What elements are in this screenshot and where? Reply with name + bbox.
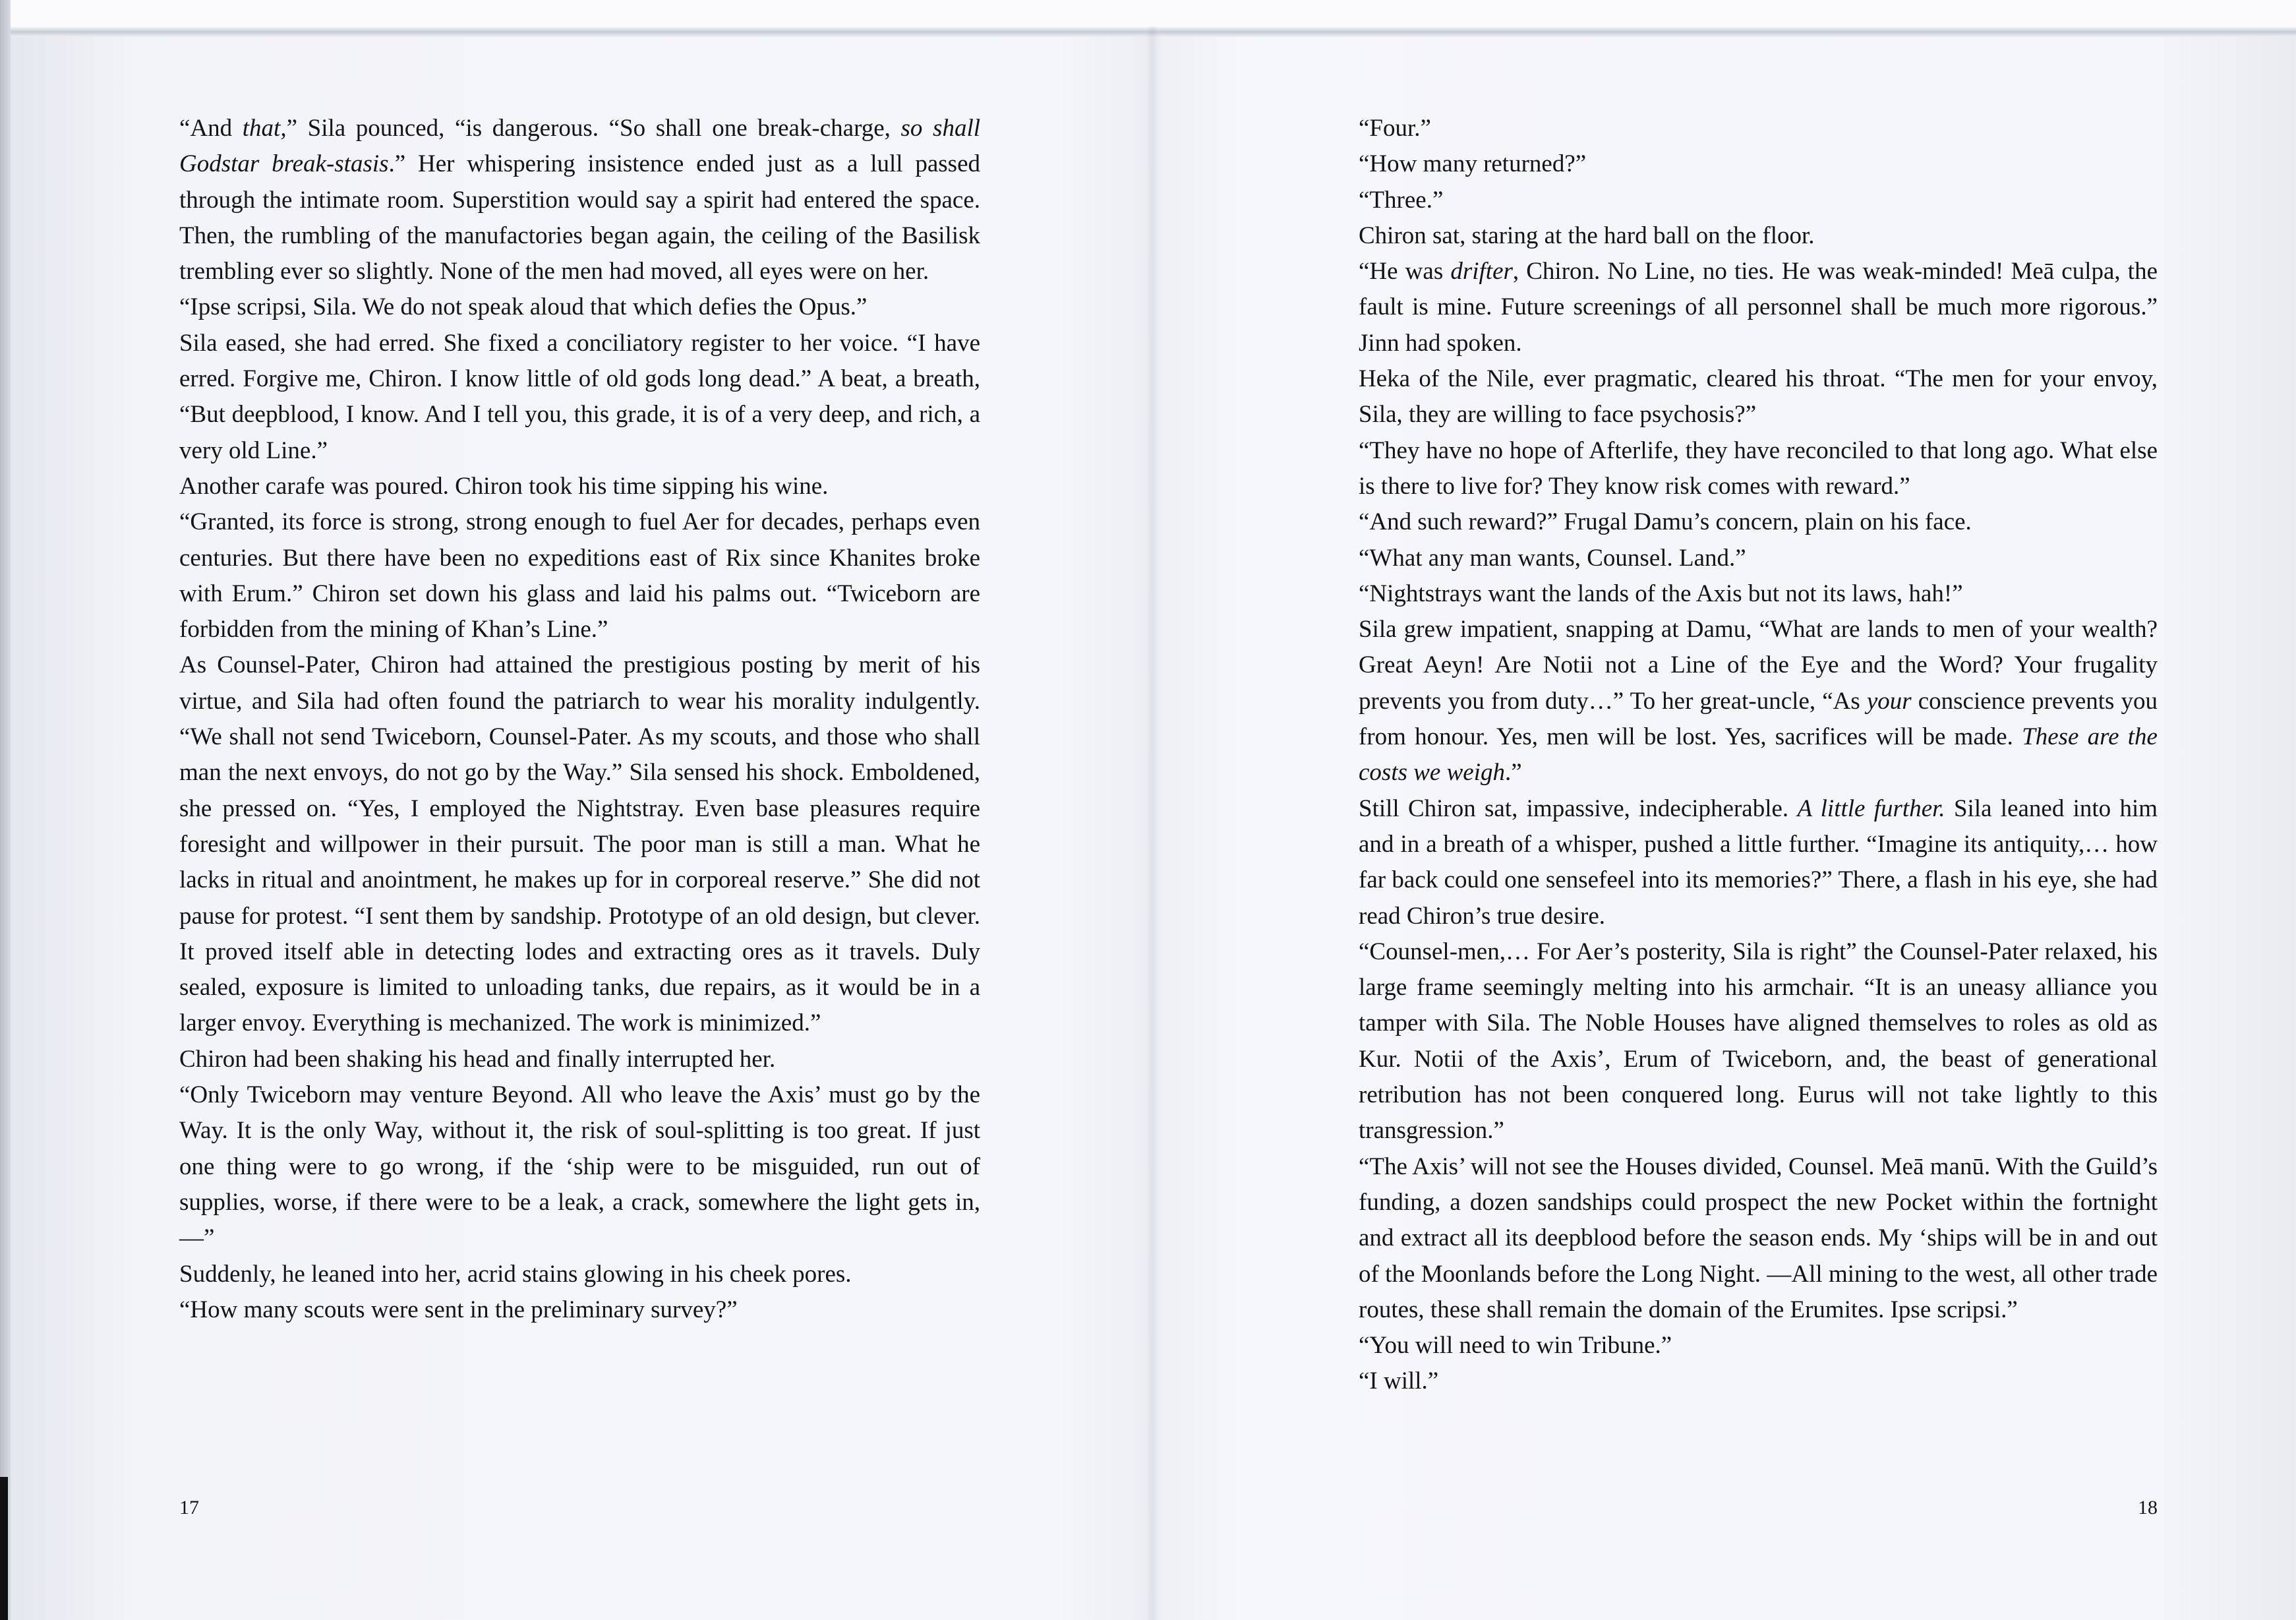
text-run: “And such reward?” Frugal Damu’s concern, plain on his face. bbox=[1359, 508, 1972, 536]
left-page-number: 17 bbox=[179, 1497, 199, 1518]
italic-text: that, bbox=[242, 115, 287, 142]
text-run: .” Her whispering insistence ended just as a lull passed through the intimate room. Superstition would say a spirit had entered the space. Then, the rumbling of the manufactories began again, the ceiling of the Basilisk trembling ever so slightly. None of the men had moved, all eyes were on her. bbox=[179, 150, 980, 285]
paragraph bbox=[1359, 504, 2158, 540]
italic-text: your bbox=[1866, 687, 1912, 715]
paragraph bbox=[179, 647, 980, 1041]
paragraph bbox=[1359, 541, 2158, 576]
italic-text: A little further. bbox=[1797, 795, 1945, 822]
paragraph bbox=[1359, 111, 2158, 146]
text-run: “Only Twiceborn may venture Beyond. All who leave the Axis’ must go by the Way. It is the only Way, without it, the risk of soul-splitting is too great. If just one thing were to go wrong, if the ‘ship were to be misguided, run out of supplies, worse, if there were to be a leak, a crack, somewhere the light gets in,—” bbox=[179, 1081, 980, 1252]
text-run: “The Axis’ will not see the Houses divided, Counsel. Meā manū. With the Guild’s funding, a dozen sandships could prospect the new Pocket within the fortnight and extract all its deepblood before the season ends. My ‘ships will be in and out of the Moonlands before the Long Night. —All mining to the west, all other trade routes, these shall remain the domain of the Erumites. Ipse scripsi.” bbox=[1359, 1153, 2158, 1323]
text-run: “I will.” bbox=[1359, 1367, 1439, 1395]
paragraph bbox=[179, 504, 980, 647]
italic-text: These are the costs we weigh bbox=[1359, 723, 2158, 787]
text-run: Chiron had been shaking his head and finally interrupted her. bbox=[179, 1045, 776, 1073]
paragraph bbox=[1359, 612, 2158, 791]
text-run: ” Sila pounced, “is dangerous. “So shall one break-charge, bbox=[286, 115, 901, 142]
book-gutter bbox=[1146, 26, 1159, 1620]
paragraph bbox=[1359, 361, 2158, 433]
paragraph bbox=[179, 326, 980, 469]
paragraph bbox=[1359, 1149, 2158, 1328]
text-run: , Chiron. No Line, no ties. He was weak-minded! Meā culpa, the fault is mine. Future screenings of all personnel shall be much more rigorous.” Jinn had spoken. bbox=[1359, 258, 2158, 357]
text-run: Still Chiron sat, impassive, indecipherable. bbox=[1359, 795, 1798, 822]
paragraph bbox=[179, 1257, 980, 1292]
text-run: Heka of the Nile, ever pragmatic, cleared his throat. “The men for your envoy, Sila, they are willing to face psychosis?” bbox=[1359, 365, 2158, 429]
text-run: .” bbox=[1504, 759, 1522, 787]
text-run: “You will need to win Tribune.” bbox=[1359, 1332, 1672, 1360]
text-run: conscience prevents you from honour. Yes, men will be lost. Yes, sacrifices will be made. bbox=[1359, 687, 2158, 751]
text-run: Sila leaned into him and in a breath of a whisper, pushed a little further. “Imagine its antiquity,… how far back could one sensefeel into its memories?” There, a flash in his eye, she had read Chiron’s true desire. bbox=[1359, 795, 2158, 930]
italic-text: drifter bbox=[1450, 258, 1513, 285]
paragraph bbox=[1359, 1364, 2158, 1399]
text-run: “He was bbox=[1359, 258, 1451, 285]
paragraph bbox=[1359, 576, 2158, 612]
paragraph bbox=[1359, 1328, 2158, 1364]
text-run: “Nightstrays want the lands of the Axis but not its laws, hah!” bbox=[1359, 580, 1963, 607]
scan-left-border bbox=[0, 0, 11, 1620]
paragraph bbox=[1359, 183, 2158, 218]
text-run: “How many returned?” bbox=[1359, 150, 1587, 178]
text-run: Suddenly, he leaned into her, acrid stains glowing in his cheek pores. bbox=[179, 1260, 852, 1288]
text-run: “What any man wants, Counsel. Land.” bbox=[1359, 544, 1746, 572]
text-run: As Counsel-Pater, Chiron had attained the prestigious posting by merit of his virtue, and Sila had often found the patriarch to wear his morality indulgently. “We shall not send Twiceborn, Counsel-Pater. As my scouts, and those who shall man the next envoys, do not go by the Way.” Sila sensed his shock. Emboldened, she pressed on. “Yes, I employed the Nightstray. Even base pleasures require foresight and willpower in their pursuit. The poor man is still a man. What he lacks in ritual and anointment, he makes up for in corporeal reserve.” She did not pause for protest. “I sent them by sandship. Prototype of an old design, but clever. It proved itself able in detecting lodes and extracting ores as it travels. Duly sealed, exposure is limited to unloading tanks, due repairs, as it would be in a larger envoy. Everything is mechanized. The work is minimized.” bbox=[179, 651, 980, 1037]
text-run: Chiron sat, staring at the hard ball on the floor. bbox=[1359, 222, 1815, 249]
italic-text: so shall Godstar break-stasis bbox=[179, 115, 980, 178]
text-run: “How many scouts were sent in the preliminary survey?” bbox=[179, 1296, 738, 1323]
paragraph bbox=[179, 469, 980, 504]
paragraph bbox=[1359, 433, 2158, 505]
text-run: “Ipse scripsi, Sila. We do not speak aloud that which defies the Opus.” bbox=[179, 293, 868, 321]
paragraph bbox=[179, 1292, 980, 1328]
text-run: Sila grew impatient, snapping at Damu, “What are lands to men of your wealth? Great Aeyn! Are Notii not a Line of the Eye and the Word? Your frugality prevents you from duty…” To her great-uncle, “As bbox=[1359, 616, 2158, 715]
text-run: “Counsel-men,… For Aer’s posterity, Sila is right” the Counsel-Pater relaxed, his large frame seemingly melting into his armchair. “It is an uneasy alliance you tamper with Sila. The Noble Houses have aligned themselves to roles as old as Kur. Notii of the Axis’, Erum of Twiceborn, and, the beast of generational retribution has not been conquered long. Eurus will not take lightly to this transgression.” bbox=[1359, 938, 2158, 1145]
paragraph bbox=[1359, 791, 2158, 934]
scan-edge-mark bbox=[0, 1477, 8, 1620]
paragraph bbox=[179, 289, 980, 325]
text-run: “Three.” bbox=[1359, 186, 1444, 214]
paragraph bbox=[179, 1077, 980, 1256]
paragraph bbox=[1359, 146, 2158, 182]
right-page-text bbox=[1359, 111, 2158, 1400]
right-page-number: 18 bbox=[2138, 1497, 2158, 1518]
paragraph bbox=[179, 1042, 980, 1077]
paragraph bbox=[1359, 218, 2158, 254]
text-run: Another carafe was poured. Chiron took his time sipping his wine. bbox=[179, 472, 829, 500]
paragraph bbox=[179, 111, 980, 289]
left-page-text bbox=[179, 111, 980, 1328]
text-run: “They have no hope of Afterlife, they have reconciled to that long ago. What else is there to live for? They know risk comes with reward.” bbox=[1359, 436, 2158, 500]
text-run: Sila eased, she had erred. She fixed a conciliatory register to her voice. “I have erred. Forgive me, Chiron. I know little of old gods long dead.” A beat, a breath, “But deepblood, I know. And I tell you, this grade, it is of a very deep, and rich, a very old Line.” bbox=[179, 329, 980, 464]
text-run: “And bbox=[179, 115, 243, 142]
text-run: “Granted, its force is strong, strong enough to fuel Aer for decades, perhaps even centuries. But there have been no expeditions east of Rix since Khanites broke with Erum.” Chiron set down his glass and laid his palms out. “Twiceborn are forbidden from the mining of Khan’s Line.” bbox=[179, 508, 980, 644]
text-run: “Four.” bbox=[1359, 115, 1431, 142]
paragraph bbox=[1359, 254, 2158, 361]
paragraph bbox=[1359, 934, 2158, 1149]
